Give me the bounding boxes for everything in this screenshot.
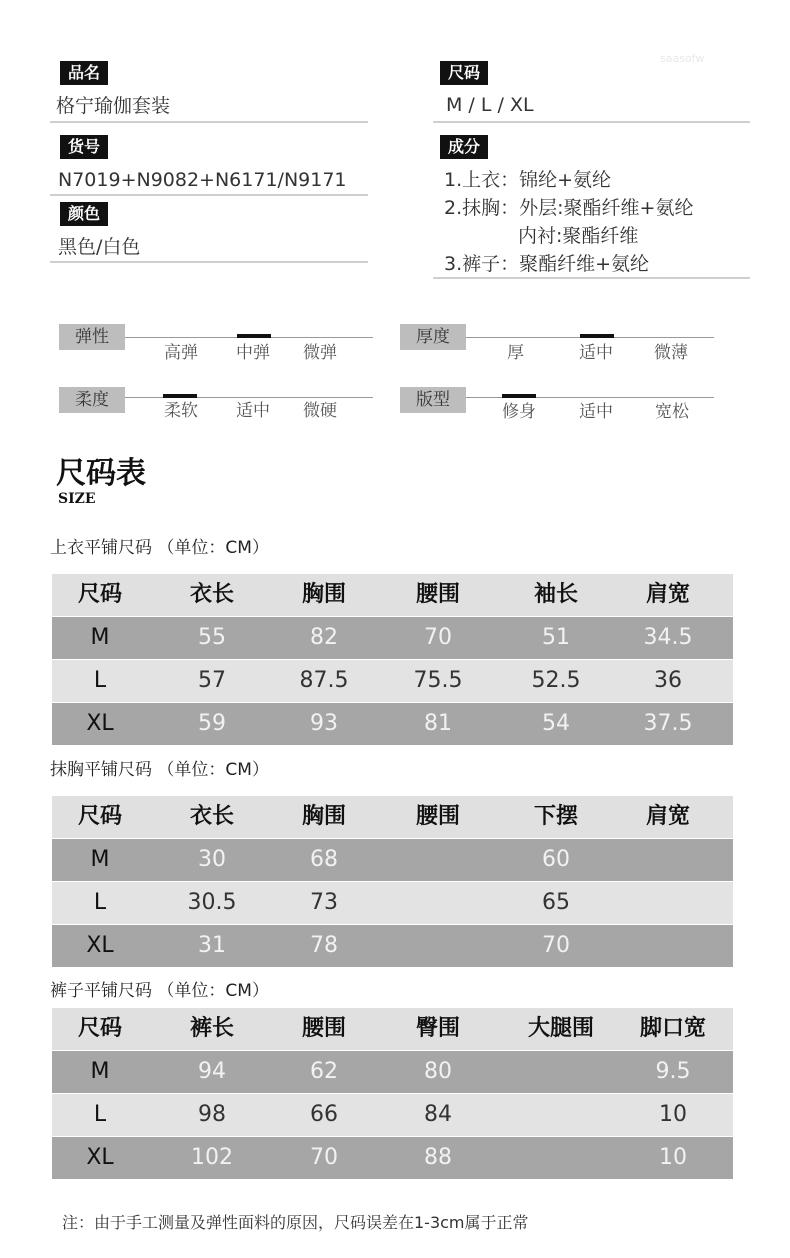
attr-selected-marker [502, 394, 536, 398]
column-header: 腰围 [415, 582, 460, 607]
composition-tag: 成分 [440, 135, 488, 159]
table-cell: 70 [542, 933, 570, 958]
column-header: 裤长 [189, 1016, 234, 1041]
watermark: saasofw [660, 52, 705, 65]
divider [433, 277, 750, 279]
attr-label-softness: 柔度 [59, 387, 125, 413]
table-row [52, 703, 733, 745]
attr-selected-marker [237, 334, 271, 338]
column-header: 腰围 [415, 804, 460, 829]
table-cell: 98 [198, 1102, 226, 1127]
attr-label-fit: 版型 [400, 387, 466, 413]
divider [433, 121, 750, 123]
column-header: 尺码 [77, 804, 122, 829]
table-cell: XL [86, 1145, 114, 1170]
table-cell [500, 1137, 622, 1179]
item-number-tag: 货号 [60, 135, 108, 159]
table-row [52, 839, 733, 881]
composition-line: 2.抹胸：外层:聚酯纤维+氨纶 [444, 197, 694, 219]
table-cell: 54 [542, 711, 570, 736]
table-cell: 93 [310, 711, 338, 736]
table-row [52, 617, 733, 659]
divider [50, 261, 368, 263]
attr-option: 修身 [502, 402, 536, 422]
table-cell [612, 925, 724, 967]
table-header-row [52, 1008, 733, 1050]
composition-line: 1.上衣：锦纶+氨纶 [444, 169, 612, 191]
table-cell: 66 [310, 1102, 338, 1127]
table-row [52, 1051, 733, 1093]
table-cell: 60 [542, 847, 570, 872]
column-header: 尺码 [77, 1016, 122, 1041]
column-header: 肩宽 [645, 582, 690, 607]
table-cell [382, 839, 494, 881]
table-row [52, 925, 733, 967]
table-cell: 34.5 [643, 625, 693, 650]
table-cell: 70 [310, 1145, 338, 1170]
attr-label-thickness: 厚度 [400, 324, 466, 350]
composition-line: 内衬:聚酯纤维 [518, 225, 639, 247]
footnote: 注：由于手工测量及弹性面料的原因，尺码误差在1-3cm属于正常 [62, 1213, 529, 1232]
attr-option: 微弹 [303, 343, 337, 363]
table-cell: 73 [310, 890, 338, 915]
attr-option: 高弹 [164, 343, 198, 363]
table-cell: 65 [542, 890, 570, 915]
table-caption-pants: 裤子平铺尺码 （单位：CM） [50, 981, 269, 1001]
column-header: 腰围 [301, 1016, 346, 1041]
attr-option: 宽松 [655, 402, 689, 422]
table-cell: M [90, 1059, 110, 1084]
attr-option: 微硬 [303, 401, 337, 421]
table-cell: 87.5 [299, 668, 349, 693]
table-cell: M [90, 847, 110, 872]
table-cell: 78 [310, 933, 338, 958]
color-value: 黑色/白色 [58, 236, 141, 258]
table-cell: 10 [659, 1145, 687, 1170]
table-cell: M [90, 625, 110, 650]
column-header: 脚口宽 [639, 1016, 706, 1041]
attr-selected-marker [580, 334, 614, 338]
column-header: 胸围 [301, 582, 346, 607]
attr-option: 中弹 [236, 343, 270, 363]
table-cell: 82 [310, 625, 338, 650]
size-tag: 尺码 [440, 61, 488, 85]
table-cell: 30 [198, 847, 226, 872]
table-cell: 75.5 [413, 668, 463, 693]
table-cell: 84 [424, 1102, 452, 1127]
name-tag: 品名 [60, 61, 108, 85]
table-cell: 88 [424, 1145, 452, 1170]
table-cell: 10 [659, 1102, 687, 1127]
composition-line: 3.裤子：聚酯纤维+氨纶 [444, 253, 650, 275]
attr-option: 厚 [507, 343, 524, 363]
table-caption-bra: 抹胸平铺尺码 （单位：CM） [50, 760, 269, 780]
size-chart-subtitle: SIZE [58, 491, 96, 507]
table-row [52, 882, 733, 924]
attr-label-elasticity: 弹性 [59, 324, 125, 350]
attr-option: 微薄 [654, 343, 688, 363]
table-row [52, 660, 733, 702]
table-caption-top: 上衣平铺尺码 （单位：CM） [50, 538, 269, 558]
table-cell: 30.5 [187, 890, 237, 915]
table-cell: L [93, 890, 107, 915]
table-cell [382, 925, 494, 967]
column-header: 下摆 [533, 804, 578, 829]
table-cell: 31 [198, 933, 226, 958]
table-cell: 68 [310, 847, 338, 872]
attr-option: 适中 [236, 401, 270, 421]
name-value: 格宁瑜伽套装 [56, 95, 171, 117]
table-cell: 70 [424, 625, 452, 650]
table-cell: 51 [542, 625, 570, 650]
table-cell: L [93, 1102, 107, 1127]
column-header: 袖长 [533, 582, 578, 607]
column-header: 大腿围 [527, 1016, 594, 1041]
table-cell: XL [86, 711, 114, 736]
table-cell: 59 [198, 711, 226, 736]
table-cell: 57 [198, 668, 226, 693]
table-cell [500, 1094, 622, 1136]
size-value: M / L / XL [446, 94, 534, 116]
table-header-row [52, 574, 733, 616]
table-cell: XL [86, 933, 114, 958]
table-cell [612, 882, 724, 924]
table-cell: 81 [424, 711, 452, 736]
attr-option: 适中 [579, 343, 613, 363]
column-header: 衣长 [189, 582, 234, 607]
table-cell: 80 [424, 1059, 452, 1084]
column-header: 衣长 [189, 804, 234, 829]
table-cell [382, 882, 494, 924]
table-cell: 36 [654, 668, 682, 693]
table-cell: 94 [198, 1059, 226, 1084]
attr-option: 适中 [579, 402, 613, 422]
attr-selected-marker [163, 394, 197, 398]
table-row [52, 1094, 733, 1136]
column-header: 肩宽 [645, 804, 690, 829]
divider [50, 194, 368, 196]
column-header: 胸围 [301, 804, 346, 829]
table-header-row [52, 796, 733, 838]
table-cell [500, 1051, 622, 1093]
table-cell: 52.5 [531, 668, 581, 693]
column-header: 尺码 [77, 582, 122, 607]
table-cell: 62 [310, 1059, 338, 1084]
table-cell: 9.5 [655, 1059, 691, 1084]
table-cell: 55 [198, 625, 226, 650]
color-tag: 颜色 [60, 202, 108, 226]
table-cell [612, 839, 724, 881]
table-cell: 37.5 [643, 711, 693, 736]
divider [50, 121, 368, 123]
item-number-value: N7019+N9082+N6171/N9171 [58, 169, 347, 191]
column-header: 臀围 [415, 1016, 460, 1041]
size-chart-title: 尺码表 [56, 456, 146, 491]
attr-option: 柔软 [164, 401, 198, 421]
table-cell: L [93, 668, 107, 693]
table-row [52, 1137, 733, 1179]
table-cell: 102 [191, 1145, 233, 1170]
